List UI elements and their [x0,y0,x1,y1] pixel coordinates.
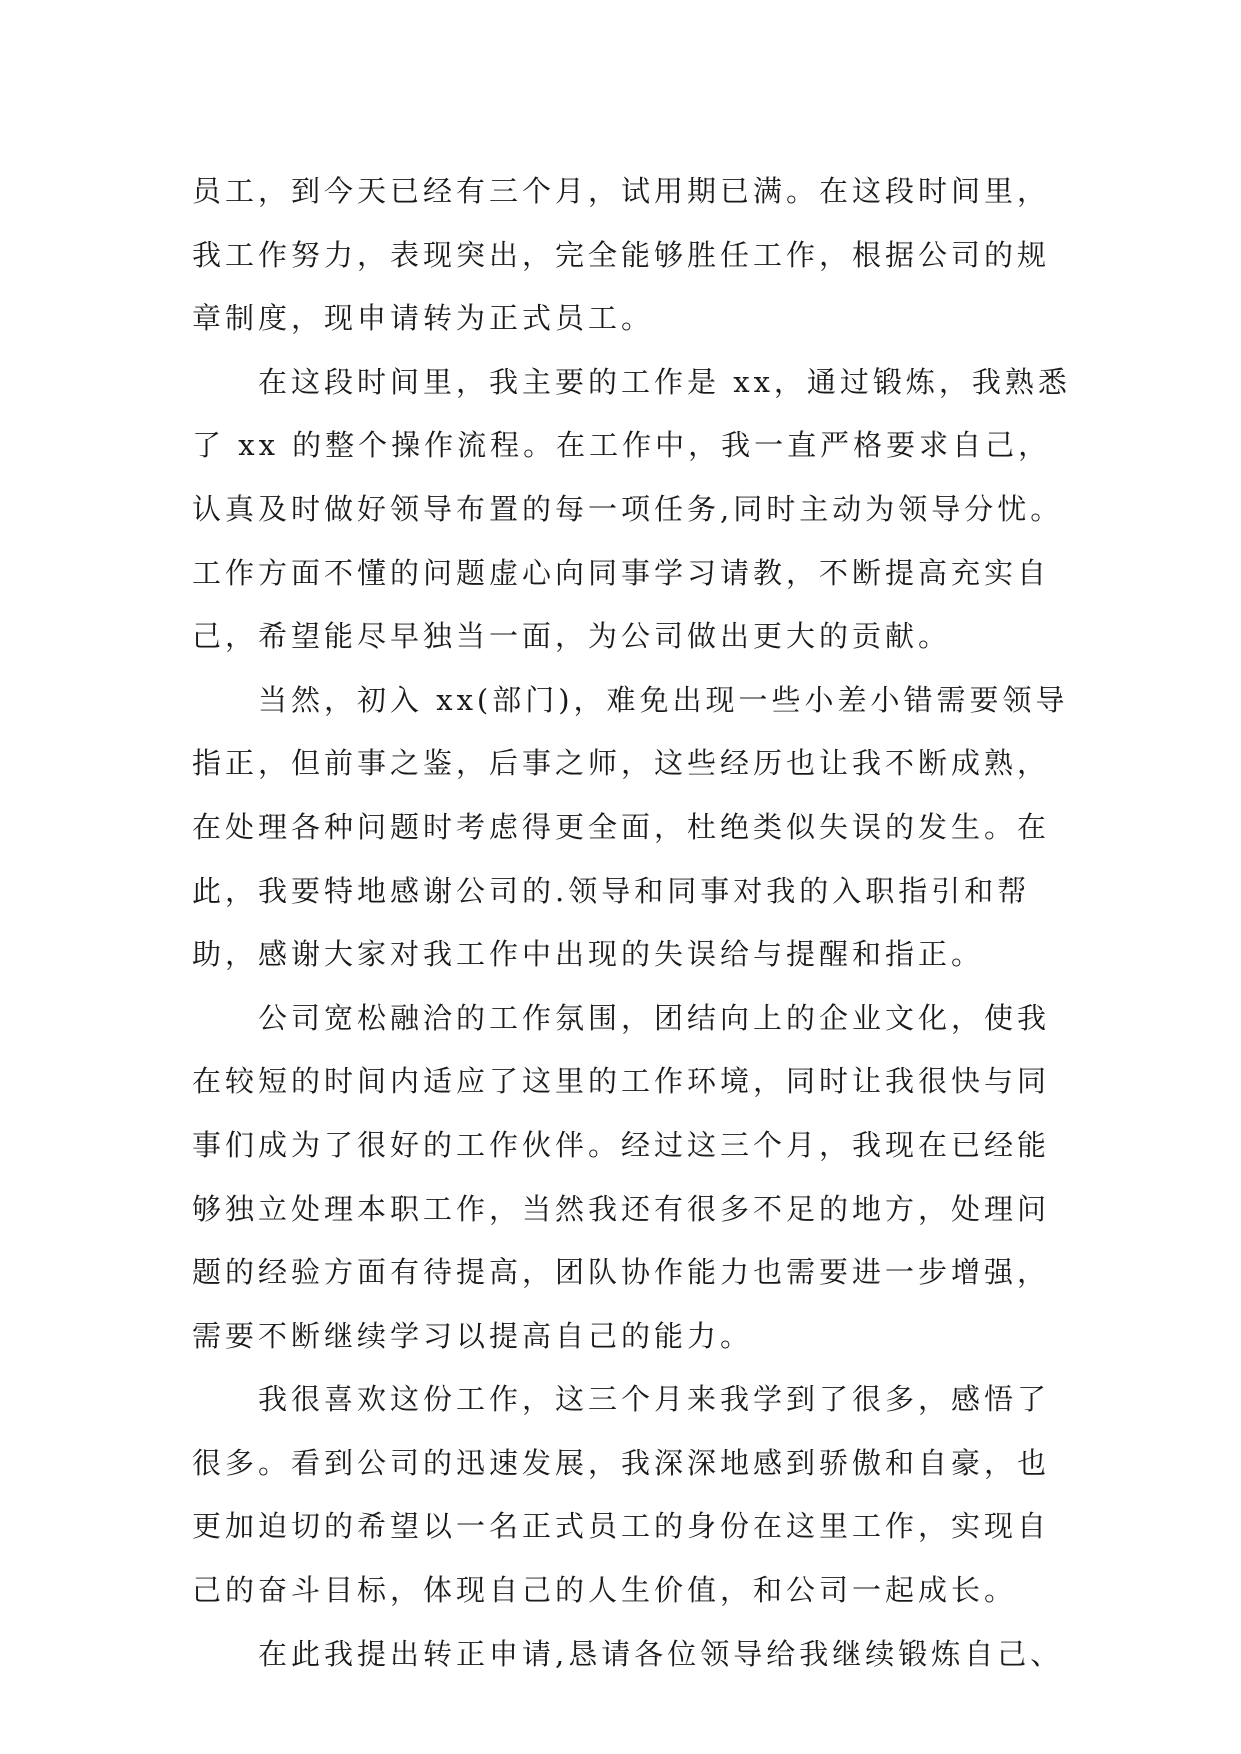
document-body [192,160,1071,1686]
text-line: 我很喜欢这份工作，这三个月来我学到了很多，感悟了 [258,1382,1051,1417]
text-line: 在处理各种问题时考虑得更全面，杜绝类似失误的发生。在 [192,809,1051,844]
text-line: 工作方面不懂的问题虚心向同事学习请教，不断提高充实自 [192,555,1051,590]
text-line: 在此我提出转正申请,恳请各位领导给我继续锻炼自己、 [258,1636,1064,1671]
text-line: 己的奋斗目标，体现自己的人生价值，和公司一起成长。 [192,1573,1018,1608]
text-line: 当然，初入 xx(部门)，难免出现一些小差小错需要领导 [258,682,1069,717]
text-line: 助，感谢大家对我工作中出现的失误给与提醒和指正。 [192,937,985,972]
text-line: 员工，到今天已经有三个月，试用期已满。在这段时间里， [192,174,1051,208]
paragraph [192,1368,1062,1622]
text-line: 了 xx 的整个操作流程。在工作中，我一直严格要求自己， [192,428,1052,463]
text-line: 题的经验方面有待提高，团队协作能力也需要进一步增强， [192,1255,1051,1290]
paragraph [192,1623,1062,1687]
text-line: 指正，但前事之鉴，后事之师，这些经历也让我不断成熟， [192,746,1051,781]
paragraph [192,160,1062,351]
text-line: 事们成为了很好的工作伙伴。经过这三个月，我现在已经能 [192,1127,1051,1162]
text-line: 己，希望能尽早独当一面，为公司做出更大的贡献。 [192,619,952,654]
paragraph [192,351,1071,669]
text-line: 够独立处理本职工作，当然我还有很多不足的地方，处理问 [192,1191,1051,1226]
paragraph [192,987,1062,1369]
text-line: 在这段时间里，我主要的工作是 xx，通过锻炼，我熟悉 [258,364,1071,399]
text-line: 我工作努力，表现突出，完全能够胜任工作，根据公司的规 [192,237,1051,272]
text-line: 在较短的时间内适应了这里的工作环境，同时让我很快与同 [192,1064,1051,1099]
paragraph [192,669,1069,987]
text-line: 认真及时做好领导布置的每一项任务,同时主动为领导分忧。 [192,491,1064,526]
text-line: 公司宽松融洽的工作氛围，团结向上的企业文化，使我 [258,1000,1051,1035]
text-line: 需要不断继续学习以提高自己的能力。 [192,1318,754,1353]
text-line: 此，我要特地感谢公司的.领导和同事对我的入职指引和帮 [192,873,1031,908]
text-line: 章制度，现申请转为正式员工。 [192,301,655,336]
text-line: 很多。看到公司的迅速发展，我深深地感到骄傲和自豪，也 [192,1445,1051,1480]
text-line: 更加迫切的希望以一名正式员工的身份在这里工作，实现自 [192,1509,1051,1544]
